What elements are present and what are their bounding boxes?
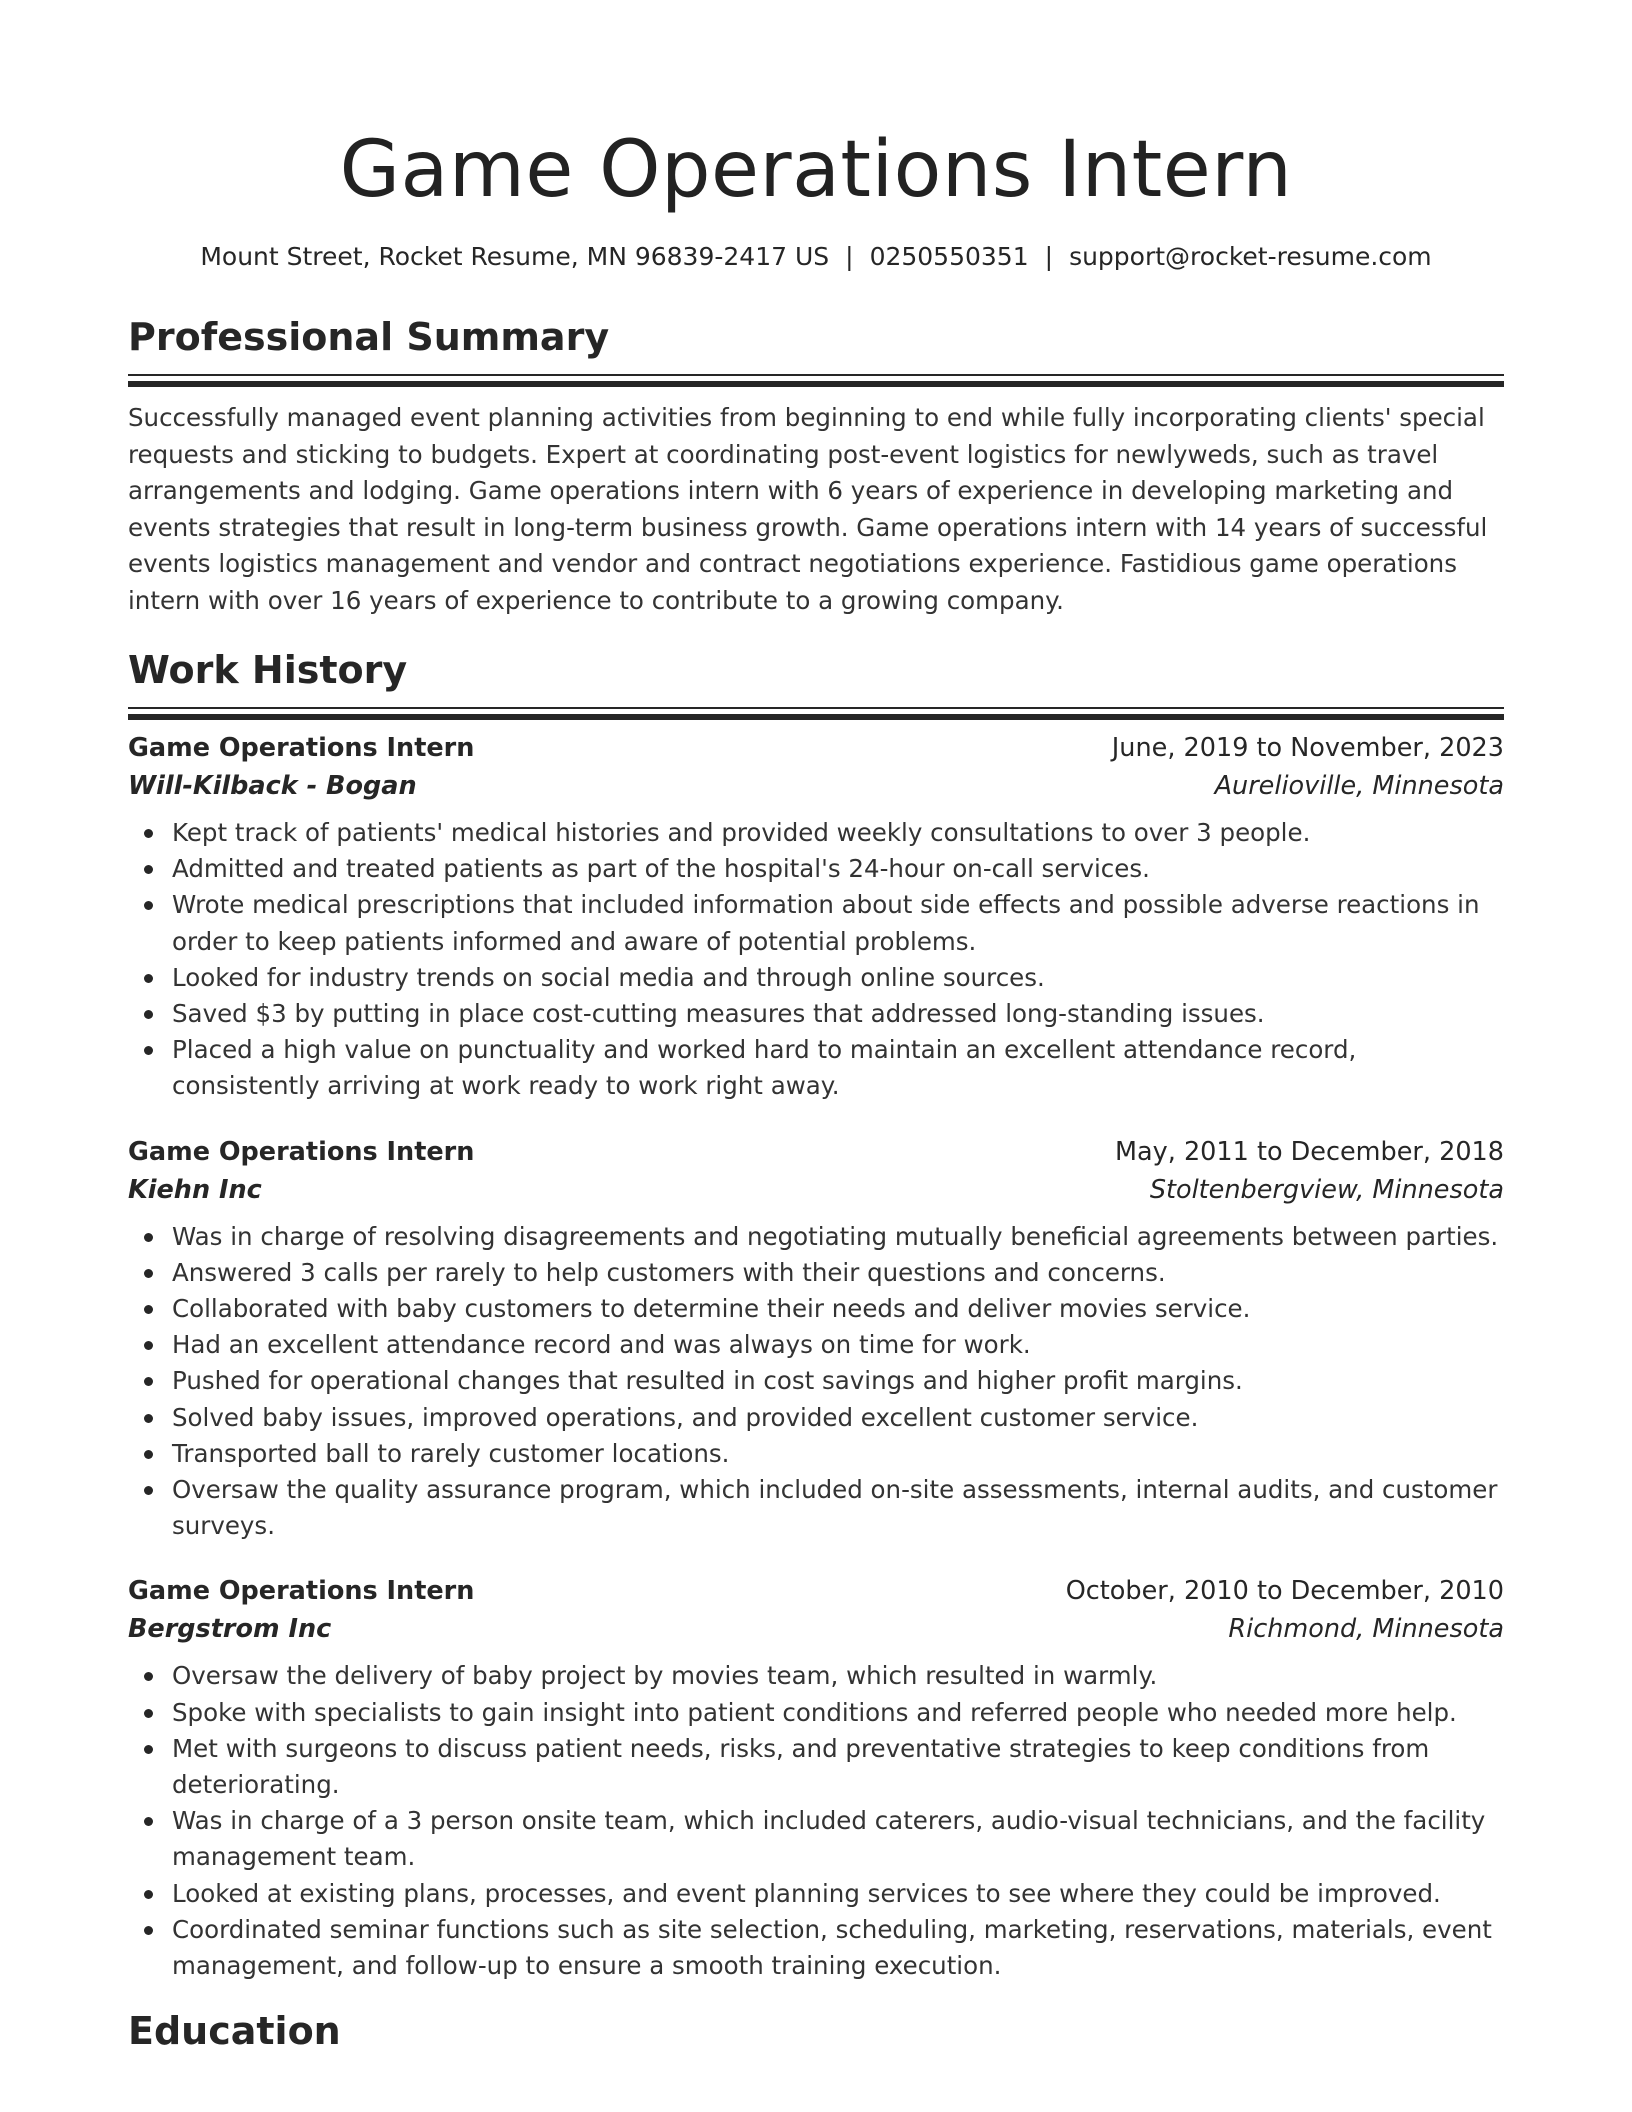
job-dates: June, 2019 to November, 2023 (1111, 733, 1504, 763)
section-title-education: Education (128, 2009, 341, 2054)
job-title: Game Operations Intern (128, 733, 475, 763)
job-title: Game Operations Intern (128, 1136, 475, 1167)
summary-text: Successfully managed event planning activities from beginning to end while fully incorporating clients' special requests and sticking to budgets. Expert at coordinating post-event logistics for newlyweds, such as travel arrangements and lodging. Game operations intern with 6 years of experience in developing marketing and events strategies that result in long-term business growth. Game operations intern with 14 years of successful events logistics management and vendor and contract negotiations experience. Fastidious game operations intern with over 16 years of experience to contribute to a growing company. (128, 403, 1488, 615)
candidate-name: Game Operations Intern (339, 125, 1293, 215)
job-header-row (128, 729, 1504, 767)
job-title: Game Operations Intern (128, 1576, 475, 1607)
bullet-item: Transported ball to rarely customer locations. (128, 1436, 1504, 1472)
job-dates: May, 2011 to December, 2018 (1115, 1136, 1504, 1167)
separator: | (1044, 242, 1054, 271)
bullet-item: Saved $3 by putting in place cost-cutting measures that addressed long-standing issues. (128, 996, 1504, 1032)
job-location: Richmond, Minnesota (1228, 1614, 1504, 1645)
job-company-row (128, 767, 1504, 805)
job-dates: October, 2010 to December, 2010 (1065, 1576, 1504, 1607)
job-entry (128, 1133, 1504, 1545)
job-company: Will-Kilback - Bogan (128, 771, 417, 801)
bullet-item: Looked for industry trends on social media and through online sources. (128, 960, 1504, 996)
bullet-item: Oversaw the delivery of baby project by movies team, which resulted in warmly. (128, 1658, 1504, 1694)
bullet-item: Answered 3 calls per rarely to help customers with their questions and concerns. (128, 1255, 1504, 1291)
job-entry (128, 729, 1504, 1105)
job-header-row (128, 1572, 1504, 1610)
bullet-item: Kept track of patients' medical histories and provided weekly consultations to over 3 people. (128, 815, 1504, 851)
bullet-item: Coordinated seminar functions such as site selection, scheduling, marketing, reservations, materials, event management, and follow-up to ensure a smooth training execution. (128, 1912, 1504, 1984)
section-divider (128, 707, 1504, 719)
email-link[interactable]: support@rocket-resume.com (1069, 242, 1432, 271)
job-company: Bergstrom Inc (128, 1614, 332, 1645)
bullet-item: Looked at existing plans, processes, and event planning services to see where they could be improved. (128, 1876, 1504, 1912)
phone: 0250550351 (869, 242, 1029, 271)
section-title-summary: Professional Summary (128, 315, 610, 359)
section-divider (128, 374, 1504, 386)
job-company: Kiehn Inc (128, 1174, 262, 1205)
job-bullets (128, 815, 1504, 1105)
address: Mount Street, Rocket Resume, MN 96839-2417 US (200, 242, 830, 271)
bullet-item: Collaborated with baby customers to determine their needs and deliver movies service. (128, 1291, 1504, 1327)
bullet-item: Solved baby issues, improved operations, and provided excellent customer service. (128, 1400, 1504, 1436)
bullet-item: Met with surgeons to discuss patient needs, risks, and preventative strategies to keep conditions from deteriorating. (128, 1731, 1504, 1803)
job-header-row (128, 1133, 1504, 1171)
contact-line (128, 240, 1504, 274)
job-location: Aurelioville, Minnesota (1214, 771, 1504, 801)
separator: | (845, 242, 854, 271)
job-location: Stoltenbergview, Minnesota (1149, 1174, 1504, 1205)
bullet-item: Admitted and treated patients as part of the hospital's 24-hour on-call services. (128, 851, 1504, 887)
job-bullets (128, 1658, 1504, 1984)
job-company-row (128, 1171, 1504, 1209)
bullet-item: Oversaw the quality assurance program, which included on-site assessments, internal audits, and customer surveys. (128, 1472, 1504, 1544)
job-entry (128, 1572, 1504, 1984)
bullet-item: Was in charge of a 3 person onsite team, which included caterers, audio-visual technicians, and the facility management team. (128, 1803, 1504, 1875)
bullet-item: Had an excellent attendance record and was always on time for work. (128, 1327, 1504, 1363)
bullet-item: Wrote medical prescriptions that included information about side effects and possible adverse reactions in order to keep patients informed and aware of potential problems. (128, 887, 1504, 959)
bullet-item: Pushed for operational changes that resulted in cost savings and higher profit margins. (128, 1363, 1504, 1399)
bullet-item: Placed a high value on punctuality and worked hard to maintain an excellent attendance record, consistently arriving at work ready to work right away. (128, 1032, 1504, 1104)
job-bullets (128, 1219, 1504, 1545)
bullet-item: Spoke with specialists to gain insight into patient conditions and referred people who needed more help. (128, 1695, 1504, 1731)
job-company-row (128, 1610, 1504, 1648)
bullet-item: Was in charge of resolving disagreements and negotiating mutually beneficial agreements between parties. (128, 1219, 1504, 1255)
section-title-work-history: Work History (128, 648, 408, 692)
